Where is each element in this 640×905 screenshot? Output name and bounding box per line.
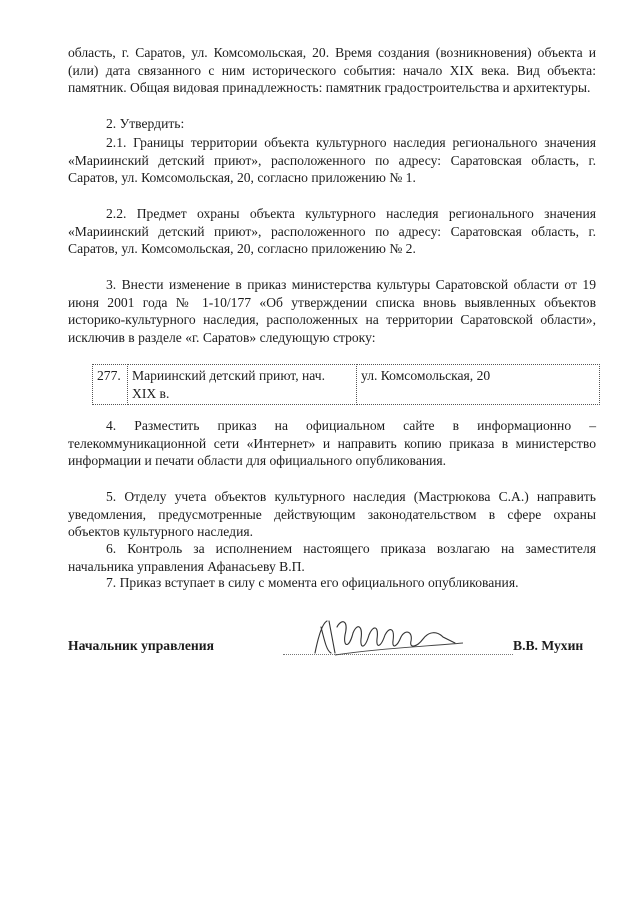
item-6-paragraph: 6. Контроль за исполнением настоящего приказа возлагаю на заместителя начальника управления Афанасьеву В.П. — [68, 541, 596, 574]
table-row — [93, 365, 600, 405]
excluded-record-table — [92, 364, 600, 405]
record-number-cell: 277. — [93, 365, 128, 405]
item-5-paragraph: 5. Отделу учета объектов культурного наследия (Мастрюкова С.А.) направить уведомления, предусмотренные действующим законодательством в сфере охраны объектов культурного наследия. — [68, 489, 596, 540]
item-3-paragraph: 3. Внести изменение в приказ министерства культуры Саратовской области от 19 июня 2001 года № 1-10/177 «Об утверждении списка вновь выявленных объектов историко-культурного наследия, расположенных на территории Саратовской области», исключив в разделе «г. Саратов» следующую строку: — [68, 277, 596, 345]
item-7-paragraph: 7. Приказ вступает в силу с момента его официального опубликования. — [106, 575, 519, 590]
signatory-title: Начальник управления — [68, 638, 214, 653]
item-2-2-paragraph: 2.2. Предмет охраны объекта культурного наследия регионального значения «Мариинский детский приют», расположенного по адресу: Саратовская область, г. Саратов, ул. Комсомольская, 20, согласно приложению № 2. — [68, 206, 596, 257]
signatory-name: В.В. Мухин — [513, 638, 584, 653]
record-address-cell: ул. Комсомольская, 20 — [357, 365, 600, 405]
intro-paragraph: область, г. Саратов, ул. Комсомольская, 20. Время создания (возникновения) объекта и (или) дата связанного с ним исторического события: начало XIX века. Вид объекта: памятник. Общая видовая принадлежность: памятник градостроительства и архитектуры. — [68, 45, 596, 96]
handwritten-signature — [305, 613, 475, 661]
item-2-1-paragraph: 2.1. Границы территории объекта культурного наследия регионального значения «Мариинский детский приют», расположенного по адресу: Саратовская область, г. Саратов, ул. Комсомольская, 20, согласно приложению № 1. — [68, 135, 596, 186]
record-name-cell: Мариинский детский приют, нач. XIX в. — [128, 365, 357, 405]
item-2-heading: 2. Утвердить: — [106, 116, 185, 131]
item-4-paragraph: 4. Разместить приказ на официальном сайте в информационно – телекоммуникационной сети «Интернет» и направить копию приказа в министерство информации и печати области для официального опубликования. — [68, 418, 596, 469]
